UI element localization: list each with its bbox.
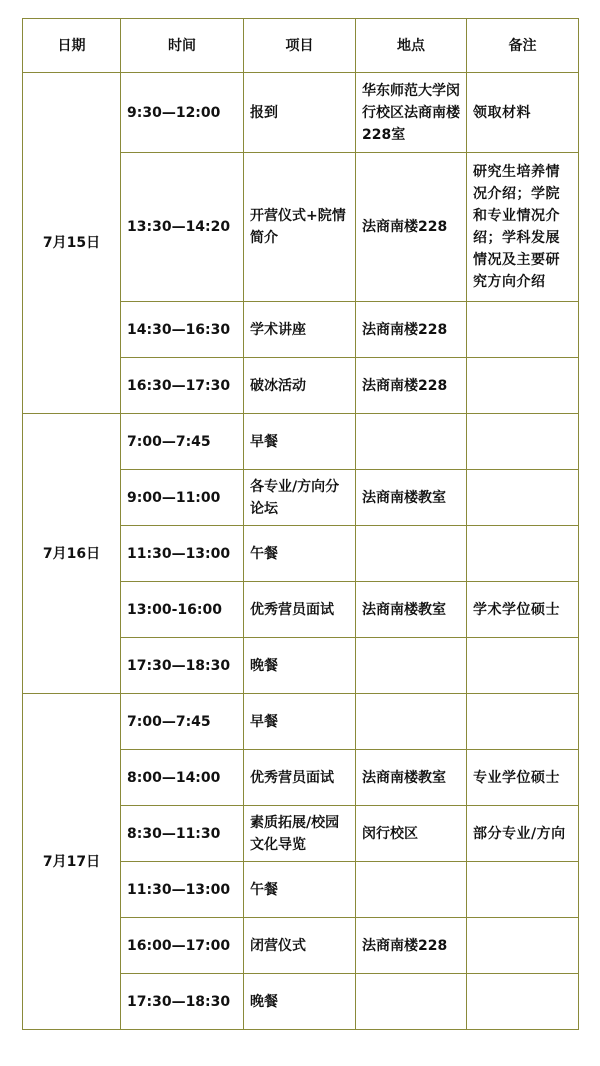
table-row <box>23 414 579 470</box>
item-cell: 开营仪式+院情简介 <box>244 153 356 302</box>
note-cell: 学术学位硕士 <box>467 582 579 638</box>
place-cell: 法商南楼228 <box>356 918 467 974</box>
note-cell: 专业学位硕士 <box>467 750 579 806</box>
place-cell: 闵行校区 <box>356 806 467 862</box>
note-cell: 研究生培养情况介绍；学院和专业情况介绍；学科发展情况及主要研究方向介绍 <box>467 153 579 302</box>
header-item: 项目 <box>244 19 356 73</box>
item-cell: 晚餐 <box>244 638 356 694</box>
time-cell: 7:00—7:45 <box>121 694 244 750</box>
header-row <box>23 19 579 73</box>
time-cell: 16:30—17:30 <box>121 358 244 414</box>
note-cell <box>467 470 579 526</box>
table-row <box>23 73 579 153</box>
time-cell: 11:30—13:00 <box>121 526 244 582</box>
note-cell <box>467 694 579 750</box>
place-cell: 华东师范大学闵行校区法商南楼228室 <box>356 73 467 153</box>
item-cell: 各专业/方向分论坛 <box>244 470 356 526</box>
place-cell <box>356 694 467 750</box>
note-cell <box>467 862 579 918</box>
table-row <box>23 694 579 750</box>
item-cell: 报到 <box>244 73 356 153</box>
time-cell: 13:00-16:00 <box>121 582 244 638</box>
place-cell <box>356 526 467 582</box>
time-cell: 8:00—14:00 <box>121 750 244 806</box>
note-cell: 部分专业/方向 <box>467 806 579 862</box>
item-cell: 破冰活动 <box>244 358 356 414</box>
place-cell: 法商南楼教室 <box>356 750 467 806</box>
place-cell: 法商南楼228 <box>356 302 467 358</box>
date-cell: 7月16日 <box>23 414 121 694</box>
time-cell: 16:00—17:00 <box>121 918 244 974</box>
time-cell: 8:30—11:30 <box>121 806 244 862</box>
note-cell <box>467 526 579 582</box>
item-cell: 闭营仪式 <box>244 918 356 974</box>
time-cell: 7:00—7:45 <box>121 414 244 470</box>
time-cell: 14:30—16:30 <box>121 302 244 358</box>
place-cell: 法商南楼228 <box>356 358 467 414</box>
header-place: 地点 <box>356 19 467 73</box>
item-cell: 午餐 <box>244 862 356 918</box>
item-cell: 晚餐 <box>244 974 356 1030</box>
note-cell <box>467 302 579 358</box>
note-cell <box>467 918 579 974</box>
place-cell: 法商南楼教室 <box>356 470 467 526</box>
item-cell: 早餐 <box>244 414 356 470</box>
note-cell <box>467 414 579 470</box>
note-cell: 领取材料 <box>467 73 579 153</box>
date-cell: 7月15日 <box>23 73 121 414</box>
item-cell: 优秀营员面试 <box>244 750 356 806</box>
schedule-table <box>22 18 579 1030</box>
time-cell: 11:30—13:00 <box>121 862 244 918</box>
place-cell <box>356 638 467 694</box>
time-cell: 17:30—18:30 <box>121 974 244 1030</box>
time-cell: 9:00—11:00 <box>121 470 244 526</box>
place-cell <box>356 974 467 1030</box>
note-cell <box>467 638 579 694</box>
place-cell: 法商南楼228 <box>356 153 467 302</box>
place-cell <box>356 862 467 918</box>
item-cell: 早餐 <box>244 694 356 750</box>
item-cell: 优秀营员面试 <box>244 582 356 638</box>
time-cell: 17:30—18:30 <box>121 638 244 694</box>
note-cell <box>467 974 579 1030</box>
place-cell <box>356 414 467 470</box>
date-cell: 7月17日 <box>23 694 121 1030</box>
header-time: 时间 <box>121 19 244 73</box>
item-cell: 午餐 <box>244 526 356 582</box>
time-cell: 9:30—12:00 <box>121 73 244 153</box>
place-cell: 法商南楼教室 <box>356 582 467 638</box>
item-cell: 素质拓展/校园文化导览 <box>244 806 356 862</box>
header-date: 日期 <box>23 19 121 73</box>
time-cell: 13:30—14:20 <box>121 153 244 302</box>
header-note: 备注 <box>467 19 579 73</box>
item-cell: 学术讲座 <box>244 302 356 358</box>
note-cell <box>467 358 579 414</box>
